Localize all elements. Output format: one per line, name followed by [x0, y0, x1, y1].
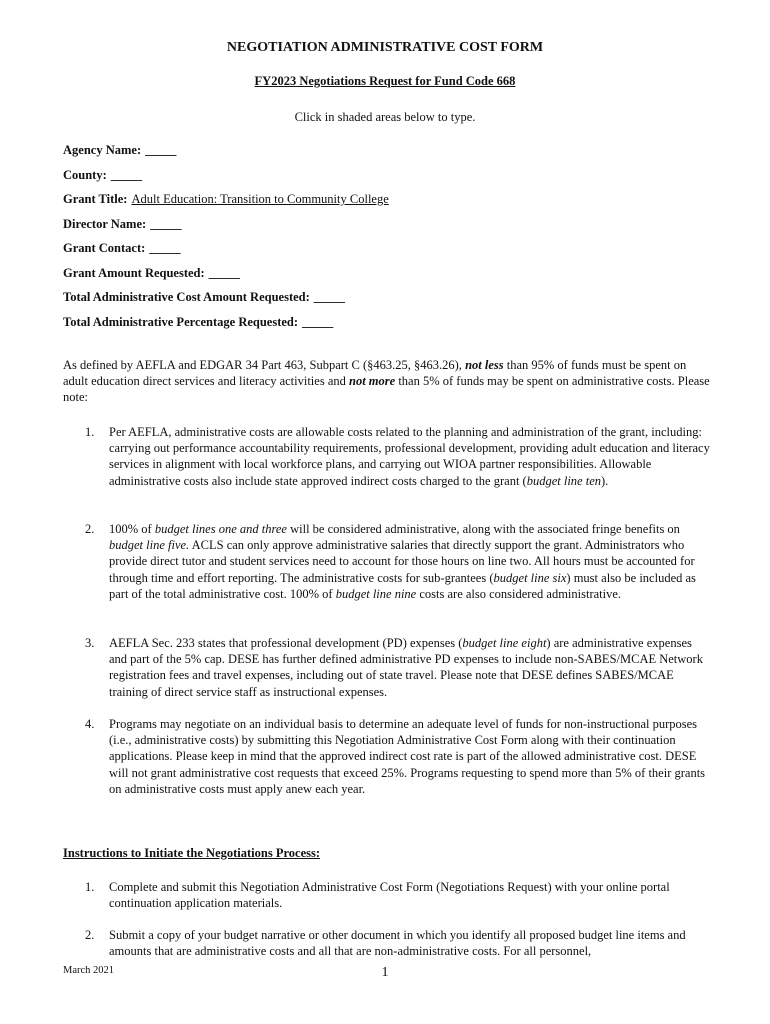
- instruction-text: Click in shaded areas below to type.: [294, 110, 476, 124]
- agency-name-field: Agency Name: _____: [63, 143, 177, 157]
- step-item: 1. Complete and submit this Negotiation Administrative Cost Form (Negotiations Request) with your online portal continuation application materials.: [85, 880, 670, 911]
- grant-contact-input[interactable]: _____: [149, 241, 181, 255]
- admin-cost-amount-input[interactable]: _____: [313, 290, 346, 304]
- list-item: 4. Programs may negotiate on an individual basis to determine an adequate level of funds for non-instructional purposes (i.e., administrative costs) by submitting this Negotiation Administrative Cost Form along with their continuation applications. Please keep in mind that the approved indirect cost rate is part of the allowed administrative cost. DESE will not grant administrative cost requests that exceed 25%. Programs requesting to spend more than 5% of their grants on administrative costs must apply anew each year.: [85, 717, 706, 796]
- county-input[interactable]: _____: [110, 167, 143, 182]
- page-number: 1: [381, 965, 389, 980]
- grant-title-input[interactable]: Adult Education: Transition to Community College: [131, 192, 389, 206]
- agency-name-input[interactable]: _____: [145, 143, 177, 157]
- grant-contact-field: Grant Contact: _____: [63, 241, 181, 255]
- grant-amount-field: Grant Amount Requested: _____: [63, 265, 240, 280]
- county-field: County: _____: [63, 167, 143, 182]
- form-fields: [63, 143, 723, 339]
- instructions-heading: Instructions to Initiate the Negotiations Process:: [63, 846, 321, 860]
- director-name-input[interactable]: _____: [150, 216, 182, 231]
- grant-amount-input[interactable]: _____: [208, 265, 240, 280]
- admin-percentage-field: Total Administrative Percentage Requested: _____: [63, 314, 334, 329]
- director-name-field: Director Name: _____: [63, 216, 182, 231]
- list-item: 1. Per AEFLA, administrative costs are allowable costs related to the planning and administration of the grant, including: carrying out performance accountability requirements, professional development, providing adult education and literacy services in alignment with local workforce plans, and carrying out WIOA partner responsibilities. Allowable administrative costs also include state approved indirect costs charged to the grant (budget line ten).: [85, 425, 710, 488]
- intro-paragraph: As defined by AEFLA and EDGAR 34 Part 463, Subpart C (§463.25, §463.26), not less than 95% of funds must be spent on adult education direct services and literacy activities and not more than 5% of funds may be spent on administrative costs. Please note:: [63, 358, 710, 405]
- admin-percentage-input[interactable]: _____: [302, 314, 334, 329]
- list-item: 3. AEFLA Sec. 233 states that professional development (PD) expenses (budget line eight) are administrative expenses and part of the 5% cap. DESE has further defined administrative PD expenses to include non-SABES/MCAE Network registration fees and travel expenses, including out of state travel. Please note that DESE defines SABES/MCAE training of direct service staff as instructional expenses.: [85, 636, 703, 699]
- step-item: 2. Submit a copy of your budget narrative or other document in which you identify all proposed budget line items and amounts that are administrative costs and all that are non-administrative costs. For all personnel,: [85, 928, 686, 959]
- admin-cost-amount-field: Total Administrative Cost Amount Requested: _____: [63, 290, 346, 304]
- footer-date: March 2021: [63, 965, 115, 976]
- list-item: 2. 100% of budget lines one and three will be considered administrative, along with the associated fringe benefits on budget line five. ACLS can only approve administrative salaries that directly support the grant. Administrators who provide direct tutor and student services need to account for those hours on line two. All hours must be accounted for through time and effort reporting. The administrative costs for sub-grantees (budget line six) must also be included as part of the total administrative cost. 100% of budget line nine costs are also considered administrative.: [85, 522, 696, 601]
- grant-title-field: Grant Title: Adult Education: Transition to Community College: [63, 192, 389, 206]
- page-subtitle: FY2023 Negotiations Request for Fund Code 668: [254, 74, 516, 88]
- page-title: NEGOTIATION ADMINISTRATIVE COST FORM: [226, 40, 544, 55]
